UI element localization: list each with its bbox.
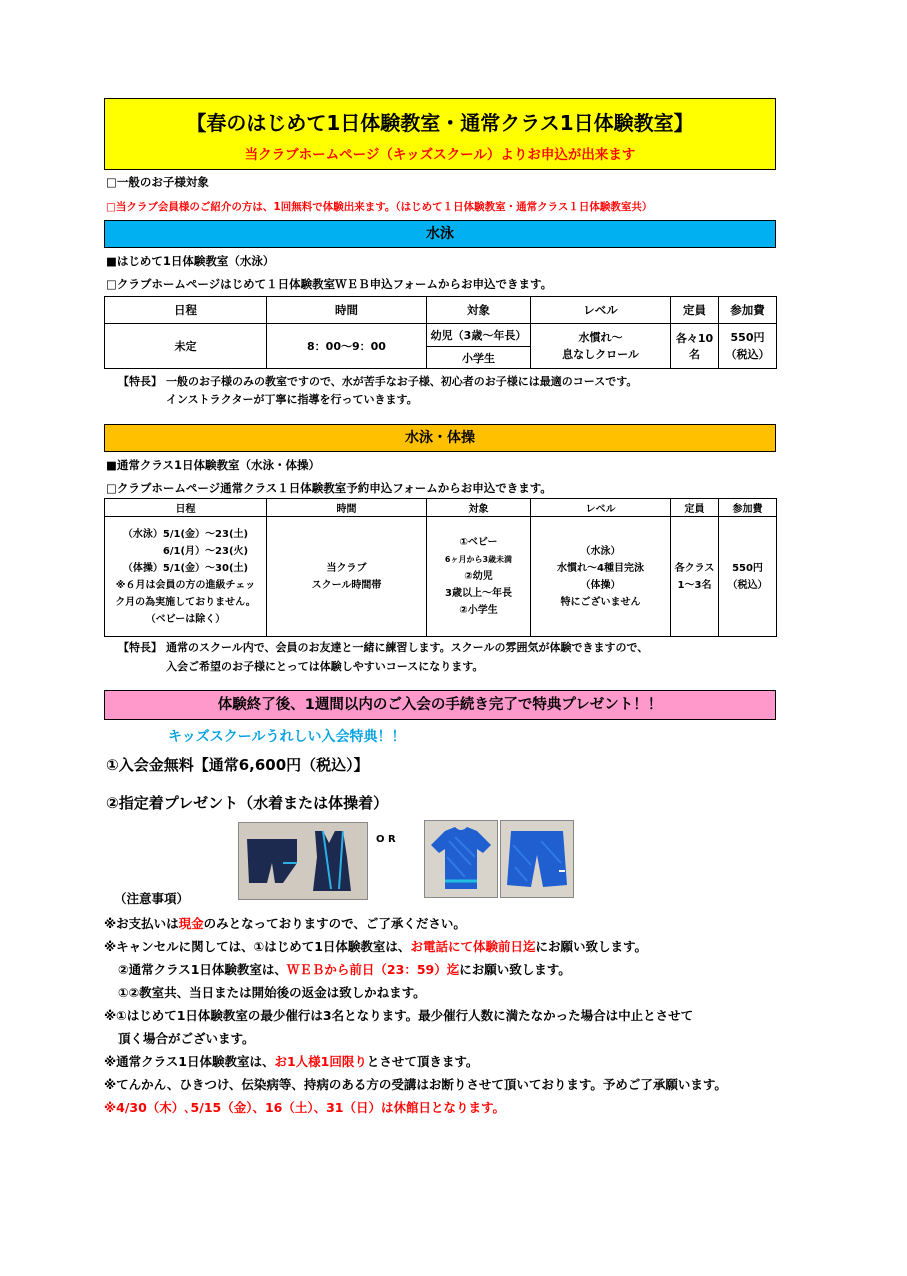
gym-feature-line2: 入会ご希望のお子様にとっては体験しやすいコースになります。 xyxy=(166,660,484,673)
gym-date-line: （水泳）5/1(金）～23(土) xyxy=(122,528,249,540)
gym-levels xyxy=(531,517,671,637)
page-subtitle: 当クラブホームページ（キッズスクール）よりお申込が出来ます xyxy=(244,147,636,163)
swim-feature-line1: 一般のお子様のみの教室ですので、水が苦手なお子様、初心者のお子様には最適のコースです。 xyxy=(166,375,638,388)
swim-level-line1: 水慣れ～ xyxy=(578,331,623,344)
gym-target-line: 3歳以上～年長 xyxy=(445,588,512,599)
gym-heading: ■通常クラス1日体験教室（水泳・体操） xyxy=(106,458,321,472)
gym-date-line: （ベビーは除く） xyxy=(145,613,226,625)
gym-level-line: 特にございません xyxy=(560,596,641,608)
note-health: ※てんかん、ひきつけ、伝染病等、持病のある方の受講はお断りさせて頂いております。予めご了承願います。 xyxy=(104,1077,727,1092)
or-label: O R xyxy=(376,834,396,845)
header-date: 日程 xyxy=(105,499,267,517)
gym-apply-note: □クラブホームページ通常クラス１日体験教室予約申込フォームからお申込できます。 xyxy=(106,481,552,495)
promo-benefit-1: ①入会金無料【通常6,600円（税込）】 xyxy=(106,756,369,774)
gym-capacity-line1: 各クラス xyxy=(674,562,715,574)
note-minimum-1: ※①はじめて1日体験教室の最少催行は3名となります。最少催行人数に満たなかった場合は中止とさせて xyxy=(104,1008,694,1023)
swim-heading: ■はじめて1日体験教室（水泳） xyxy=(106,254,275,268)
gym-date-line: ※６月は会員の方の進級チェッ xyxy=(115,579,256,591)
swim-feature-line2: インストラクターが丁寧に指導を行っていきます。 xyxy=(166,393,418,406)
notes-heading: （注意事項） xyxy=(114,891,190,906)
gym-target-line: 6ヶ月から3歳未満 xyxy=(444,555,513,564)
gym-target-line: ②小学生 xyxy=(459,605,498,616)
gym-date-line: （体操）5/1(金）～30(土) xyxy=(122,562,249,574)
gym-target-line: ①ベビー xyxy=(459,537,498,548)
note-cancel-3: ①②教室共、当日または開始後の返金は致しかねます。 xyxy=(118,985,426,1000)
swim-fee xyxy=(719,324,777,369)
table-header-row xyxy=(105,499,777,517)
gym-time-line1: 当クラブ xyxy=(326,562,367,574)
header-time: 時間 xyxy=(267,297,427,324)
swim-schedule-table xyxy=(104,296,777,369)
swim-level-line2: 息なしクロール xyxy=(562,348,639,361)
header-capacity: 定員 xyxy=(671,297,719,324)
gym-fee-amount: 550円 xyxy=(732,562,763,574)
promo-subtitle: キッズスクールうれしい入会特典！！ xyxy=(168,729,406,745)
tshirt-icon xyxy=(425,821,497,897)
gym-shorts-image xyxy=(500,820,574,898)
swim-fee-tax: （税込） xyxy=(725,348,770,361)
header-target: 対象 xyxy=(427,297,531,324)
gym-shirt-image xyxy=(424,820,498,898)
swim-section-bar: 水泳 xyxy=(104,220,776,248)
swim-feature-label: 【特長】 xyxy=(118,375,162,388)
gym-fee xyxy=(719,517,777,637)
title-box xyxy=(104,98,776,170)
swim-target-preschool: 幼児（3歳～年長） xyxy=(427,324,531,347)
gym-capacity xyxy=(671,517,719,637)
gym-target-line: ②幼児 xyxy=(464,571,493,582)
swim-target-elementary: 小学生 xyxy=(427,347,531,369)
table-header-row xyxy=(105,297,777,324)
swim-apply-note: □クラブホームページはじめて１日体験教室ＷＥＢ申込フォームからお申込できます。 xyxy=(106,277,553,291)
gym-feature-label: 【特長】 xyxy=(118,641,162,654)
general-target: □一般のお子様対象 xyxy=(106,175,209,189)
swim-fee-amount: 550円 xyxy=(730,331,765,344)
gym-date-line: 6/1(月）～23(火) xyxy=(162,545,249,557)
header-fee: 参加費 xyxy=(719,297,777,324)
swim-gym-section-bar: 水泳・体操 xyxy=(104,424,776,452)
gym-feature-line1: 通常のスクール内で、会員のお友達と一緒に練習します。スクールの雰囲気が体験できますので、 xyxy=(166,641,649,654)
note-cancel-1: ※キャンセルに関しては、①はじめて1日体験教室は、お電話にて体験前日迄にお願い致します。 xyxy=(104,939,647,954)
gym-time xyxy=(267,517,427,637)
gym-targets xyxy=(427,517,531,637)
header-capacity: 定員 xyxy=(671,499,719,517)
header-date: 日程 xyxy=(105,297,267,324)
gym-capacity-line2: 1～3名 xyxy=(677,579,712,591)
note-closed-days: ※4/30（木）､5/15（金）、16（土）、31（日）は休館日となります。 xyxy=(104,1100,506,1115)
swimsuit-icon xyxy=(239,823,367,899)
note-payment: ※お支払いは現金のみとなっておりますので、ご了承ください。 xyxy=(104,916,466,931)
gym-dates xyxy=(105,517,267,637)
note-once-only: ※通常クラス1日体験教室は、お1人様1回限りとさせて頂きます。 xyxy=(104,1054,479,1069)
page-title: 【春のはじめて1日体験教室・通常クラス1日体験教室】 xyxy=(186,111,694,135)
header-fee: 参加費 xyxy=(719,499,777,517)
promo-bar: 体験終了後、1週間以内のご入会の手続き完了で特典プレゼント！！ xyxy=(104,690,776,720)
gym-fee-tax: （税込） xyxy=(727,579,768,591)
table-row xyxy=(105,324,777,347)
header-level: レベル xyxy=(531,297,671,324)
gym-level-line: （水泳） xyxy=(580,545,621,557)
regular-class-schedule-table xyxy=(104,498,777,637)
header-time: 時間 xyxy=(267,499,427,517)
member-note: □当クラブ会員様のご紹介の方は、1回無料で体験出来ます。（はじめて１日体験教室・通常クラス１日体験教室共） xyxy=(106,201,653,213)
promo-benefit-2: ②指定着プレゼント（水着または体操着） xyxy=(106,794,389,812)
swim-time: 8：00～9：00 xyxy=(267,324,427,369)
swim-capacity: 各々10名 xyxy=(671,324,719,369)
shorts-icon xyxy=(501,821,573,897)
header-target: 対象 xyxy=(427,499,531,517)
gym-time-line2: スクール時間帯 xyxy=(311,579,382,591)
swim-date: 未定 xyxy=(105,324,267,369)
header-level: レベル xyxy=(531,499,671,517)
gym-date-line: ク月の為実施しておりません。 xyxy=(115,596,256,608)
swim-level xyxy=(531,324,671,369)
note-minimum-2: 頂く場合がございます。 xyxy=(118,1031,255,1046)
swimsuit-image xyxy=(238,822,368,900)
gym-level-line: （体操） xyxy=(580,579,621,591)
note-cancel-2: ②通常クラス1日体験教室は、ＷＥＢから前日（23：59）迄にお願い致します。 xyxy=(118,962,571,977)
gym-level-line: 水慣れ～4種目完泳 xyxy=(557,562,644,574)
table-row xyxy=(105,517,777,637)
